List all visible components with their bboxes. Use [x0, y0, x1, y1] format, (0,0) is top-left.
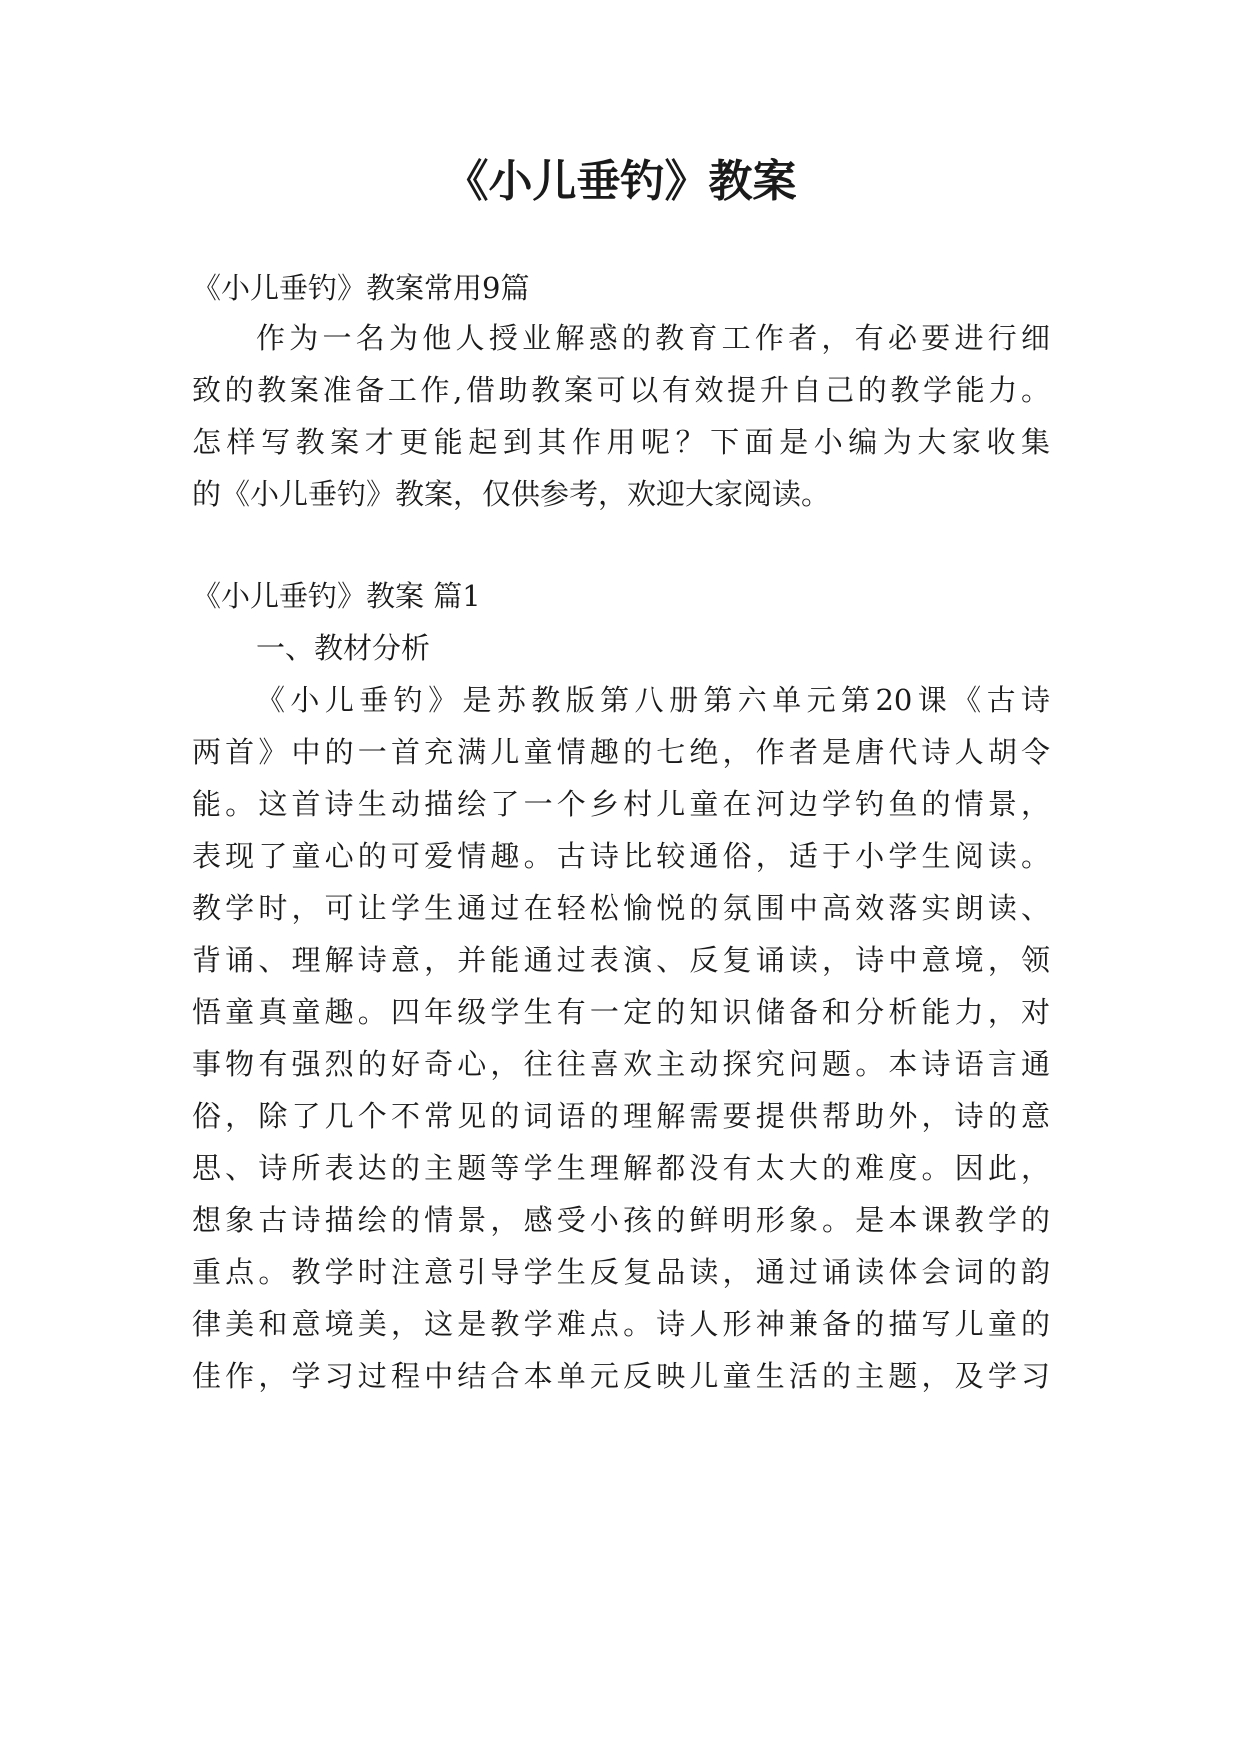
- body-line: 《小儿垂钓》是苏教版第八册第六单元第20课《古诗: [256, 683, 1050, 717]
- body-line: 重点。教学时注意引导学生反复品读，通过诵读体会词的韵: [192, 1255, 1050, 1289]
- intro-line: 的《小儿垂钓》教案，仅供参考，欢迎大家阅读。: [192, 477, 831, 511]
- section-subheading: 一、教材分析: [256, 631, 431, 665]
- body-line: 想象古诗描绘的情景，感受小孩的鲜明形象。是本课教学的: [192, 1203, 1050, 1237]
- body-line: 背诵、理解诗意，并能通过表演、反复诵读，诗中意境，领: [192, 943, 1050, 977]
- body-line: 俗，除了几个不常见的词语的理解需要提供帮助外，诗的意: [192, 1099, 1050, 1133]
- body-line: 事物有强烈的好奇心，往往喜欢主动探究问题。本诗语言通: [192, 1047, 1050, 1081]
- body-line: 悟童真童趣。四年级学生有一定的知识储备和分析能力，对: [192, 995, 1050, 1029]
- body-line: 佳作，学习过程中结合本单元反映儿童生活的主题，及学习: [192, 1359, 1050, 1393]
- body-line: 表现了童心的可爱情趣。古诗比较通俗，适于小学生阅读。: [192, 839, 1050, 873]
- body-line: 教学时，可让学生通过在轻松愉悦的氛围中高效落实朗读、: [192, 891, 1050, 925]
- document-title: 《小儿垂钓》教案: [444, 156, 797, 207]
- intro-line: 怎样写教案才更能起到其作用呢？下面是小编为大家收集: [192, 425, 1050, 459]
- intro-line: 致的教案准备工作,借助教案可以有效提升自己的教学能力。: [192, 373, 1050, 407]
- body-line: 能。这首诗生动描绘了一个乡村儿童在河边学钓鱼的情景，: [192, 787, 1050, 821]
- body-line: 思、诗所表达的主题等学生理解都没有太大的难度。因此，: [192, 1151, 1050, 1185]
- intro-line: 作为一名为他人授业解惑的教育工作者，有必要进行细: [256, 321, 1050, 355]
- body-line: 律美和意境美，这是教学难点。诗人形神兼备的描写儿童的: [192, 1307, 1050, 1341]
- section-heading: 《小儿垂钓》教案 篇1: [192, 579, 481, 613]
- intro-heading: 《小儿垂钓》教案常用9篇: [192, 271, 530, 305]
- body-line: 两首》中的一首充满儿童情趣的七绝，作者是唐代诗人胡令: [192, 735, 1050, 769]
